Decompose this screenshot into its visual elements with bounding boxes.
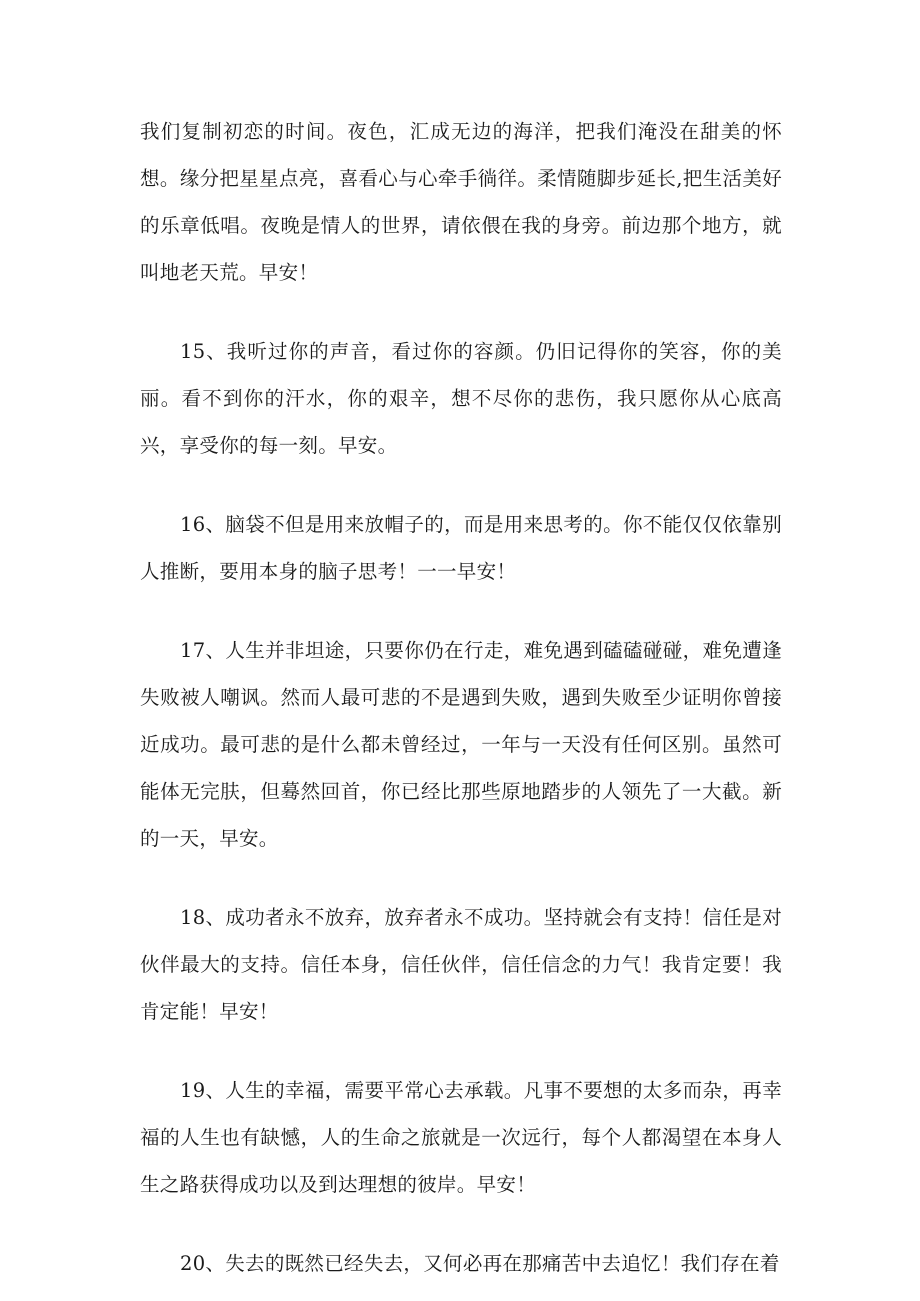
text-line: 缘分把星星点亮，喜看心与心牵手徜徉。柔情随脚步延长,把生活美好的乐 <box>140 167 782 237</box>
text-line: 我们复制初恋的时间。夜色，汇成无边的海洋，把我们淹没在甜美的怀想。 <box>140 120 782 190</box>
paragraph <box>140 627 782 862</box>
text-line: 章低唱。夜晚是情人的世界，请依偎在我的身旁。前边那个地方，就叫地 <box>140 214 782 284</box>
text-line: 15、我听过你的声音，看过你的容颜。仍旧记得你的笑容，你的美丽。 <box>140 340 782 410</box>
text-line: 能体无完肤，但蓦然回首，你已经比那些原地踏步的人领先了一大截。新 <box>140 780 782 803</box>
text-line: 17、人生并非坦途，只要你仍在行走，难免遇到磕磕碰碰，难免遭逢 <box>180 639 782 662</box>
paragraph <box>140 894 782 1035</box>
document-body <box>140 108 782 1287</box>
text-line: 生之路获得成功以及到达理想的彼岸。早安！ <box>140 1173 537 1196</box>
text-line: 福的人生也有缺憾，人的生命之旅就是一次远行，每个人都渴望在本身人 <box>140 1126 782 1149</box>
text-line: 19、人生的幸福，需要平常心去承载。凡事不要想的太多而杂，再幸 <box>180 1079 782 1102</box>
text-line: 20、失去的既然已经失去，又何必再在那痛苦中去追忆！我们存在着 <box>180 1252 780 1275</box>
text-line: 16、脑袋不但是用来放帽子的，而是用来思考的。你不能仅仅依靠别 <box>180 513 782 536</box>
text-line: 肯定能！早安！ <box>140 1000 279 1023</box>
text-line: 18、成功者永不放弃，放弃者永不成功。坚持就会有支持！信任是对 <box>180 906 782 929</box>
text-line: 的一天，早安。 <box>140 827 279 850</box>
paragraph <box>140 501 782 595</box>
text-line: 近成功。最可悲的是什么都未曾经过，一年与一天没有任何区别。虽然可 <box>140 733 782 756</box>
text-line: 看不到你的汗水，你的艰辛，想不尽你的悲伤，我只愿你从心底高兴，享 <box>140 387 782 457</box>
text-line: 伙伴最大的支持。信任本身，信任伙伴，信任信念的力气！我肯定要！我 <box>140 953 782 976</box>
text-line: 受你的每一刻。早安。 <box>199 434 398 457</box>
text-line: 老天荒。早安！ <box>179 261 319 284</box>
paragraph <box>140 1240 782 1287</box>
paragraph <box>140 328 782 469</box>
text-line: 失败被人嘲讽。然而人最可悲的不是遇到失败，遇到失败至少证明你曾接 <box>140 686 782 709</box>
text-line: 人推断，要用本身的脑子思考！一一早安！ <box>140 560 517 583</box>
paragraph <box>140 108 782 296</box>
paragraph <box>140 1067 782 1208</box>
